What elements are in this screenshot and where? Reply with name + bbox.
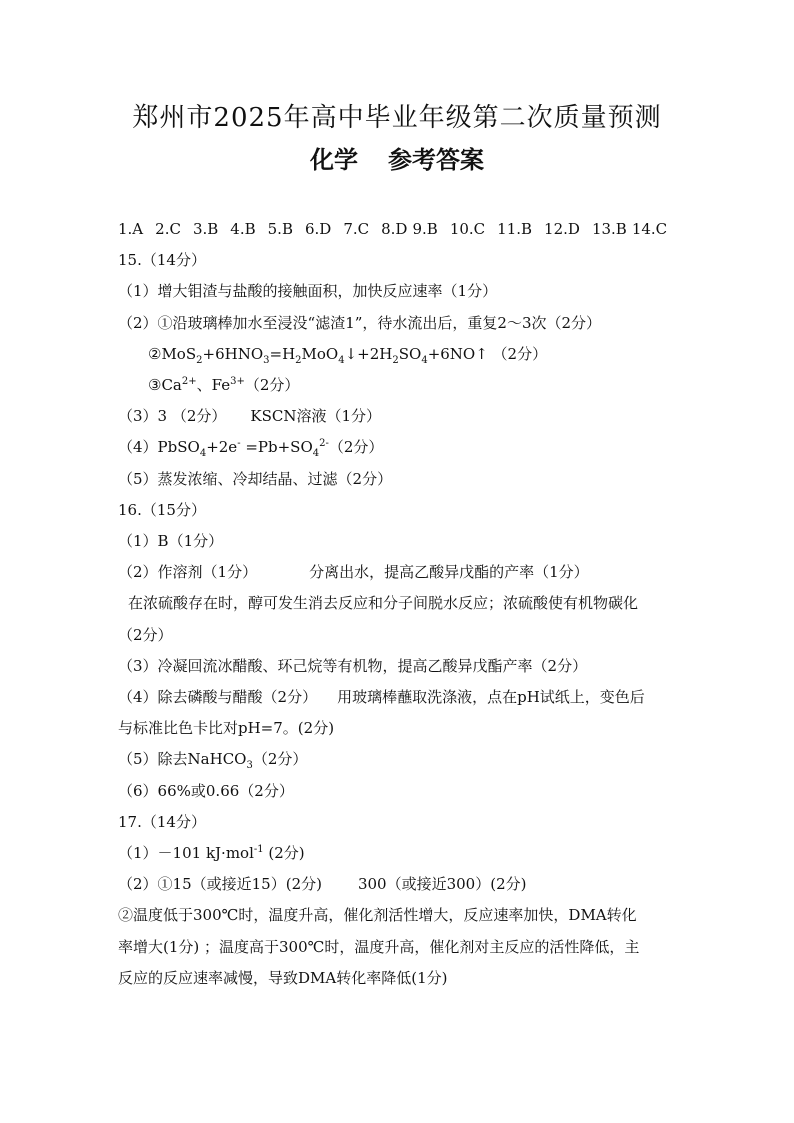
q16-part2-explanation: 在浓硫酸存在时，醇可发生消去反应和分子间脱水反应；浓硫酸使有机物碳化: [128, 594, 639, 613]
subject-label: 化学: [310, 145, 358, 174]
answer-label: 参考答案: [388, 145, 484, 174]
q17-part2-2: ②温度低于300℃时，温度升高，催化剂活性增大，反应速率加快，DMA转化: [118, 906, 637, 925]
q17-heading: 17.（14分）: [118, 812, 206, 831]
mc-answer: 14.C: [631, 220, 668, 238]
q16-part6: （6）66%或0.66（2分）: [118, 781, 294, 800]
mc-answer: 8.D: [381, 220, 408, 238]
mc-answer: 11.B: [497, 220, 533, 238]
mc-answer: 7.C: [343, 220, 370, 238]
q16-part5: （5）除去NaHCO$_3$（2分）: [118, 750, 308, 772]
q15-part2-3: $③Ca^{2+}$、$Fe^{3+}(2$分）: [148, 376, 300, 395]
q16-heading: 16.（15分）: [118, 500, 206, 519]
q15-part2-2: $②MoS_2+6HNO_3=H_2MoO_4↓+2H_2SO_4+6NO↑$ （2分）: [148, 344, 548, 366]
mc-answer: 13.B: [591, 220, 627, 238]
q15-part4: （4）PbSO$_4$+2e- $=Pb+SO_4^{2-}(2$分）: [118, 438, 384, 460]
q16-part4: （4）除去磷酸与醋酸（2分） 用玻璃棒蘸取洗涤液，点在pH试纸上，变色后: [118, 688, 645, 707]
mc-answer: 3.B: [192, 220, 219, 238]
mc-answer: 2.C: [155, 220, 181, 238]
mc-answer: 9.B: [412, 220, 438, 238]
q15-part5: （5）蒸发浓缩、冷却结晶、过滤（2分）: [118, 469, 393, 488]
mc-answer-row: [118, 214, 678, 245]
mc-answer: 10.C: [449, 220, 486, 238]
q16-part4-continued: 与标准比色卡比对pH=7。(2分): [118, 719, 335, 738]
q15-part2-1: （2）①沿玻璃棒加水至浸没“滤渣1”，待水流出后，重复2～3次（2分）: [118, 313, 602, 332]
q15-heading: 15.（14分）: [118, 251, 206, 270]
q15-part3: （3）3 （2分） KSCN溶液（1分）: [118, 407, 382, 426]
answer-content: [118, 214, 678, 994]
q16-part2: （2）作溶剂（1分） 分离出水，提高乙酸异戊酯的产率（1分）: [118, 563, 589, 582]
q17-part2-2-continued: 率增大(1分) ；温度高于300℃时，温度升高，催化剂对主反应的活性降低，主: [118, 937, 640, 956]
page-title: 郑州市2025年高中毕业年级第二次质量预测: [132, 103, 662, 133]
mc-answer: 1.A: [118, 220, 144, 238]
q16-part3: （3）冷凝回流冰醋酸、环己烷等有机物，提高乙酸异戊酯产率（2分）: [118, 656, 588, 675]
q17-part2-1: （2）①15（或接近15）(2分) 300（或接近300）(2分): [118, 875, 527, 894]
mc-answer: 4.B: [230, 220, 256, 238]
mc-answer: 5.B: [267, 220, 293, 238]
page-subtitle: [0, 143, 794, 177]
q17-part1: （1）－101 kJ·mol$^{-1}$ (2分): [118, 844, 305, 863]
mc-answer: 6.D: [304, 220, 332, 238]
q16-part2-score: （2分）: [118, 625, 173, 644]
q15-part1: （1）增大钼渣与盐酸的接触面积，加快反应速率（1分）: [118, 282, 498, 301]
q17-part2-2-end: 反应的反应速率减慢，导致DMA转化率降低(1分): [118, 968, 448, 987]
q16-part1: （1）B（1分）: [118, 532, 224, 551]
mc-answer: 12.D: [544, 220, 580, 238]
